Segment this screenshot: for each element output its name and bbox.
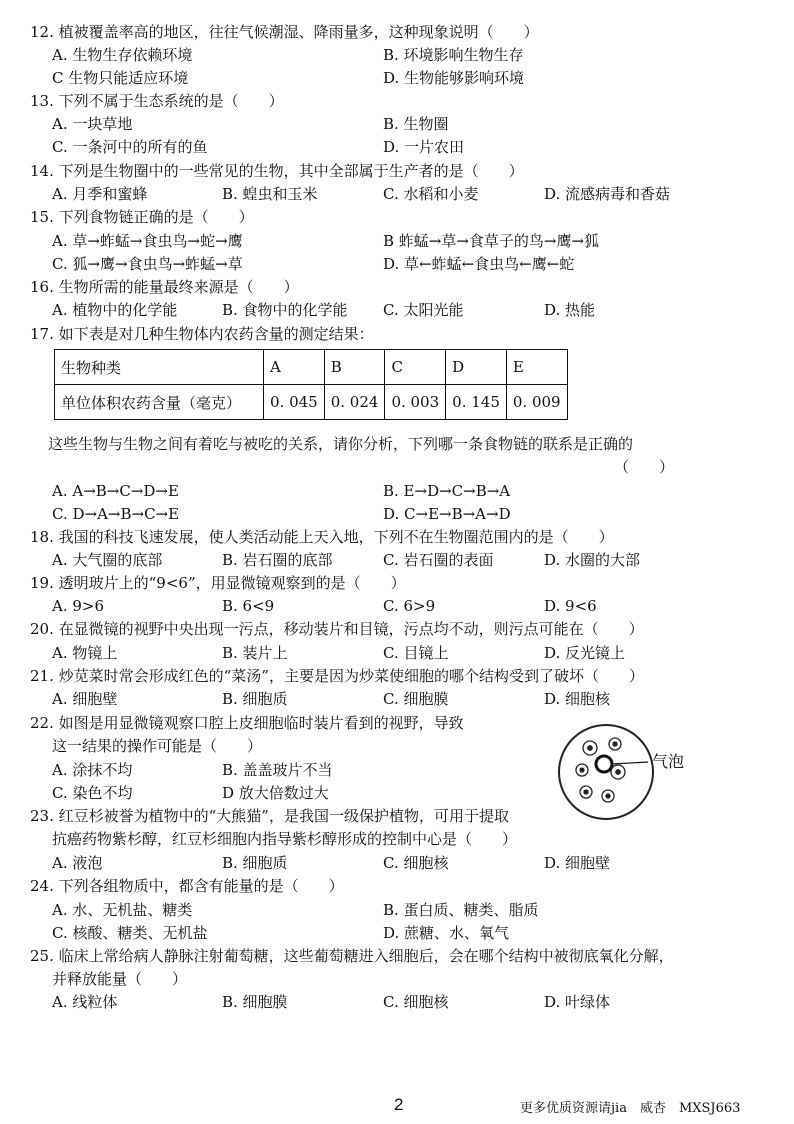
q24-stem: 24. 下列各组物质中，都含有能量的是（ ）: [30, 877, 344, 895]
q16-stem: 16. 生物所需的能量最终来源是（ ）: [30, 278, 299, 296]
q20-option-b: B. 装片上: [222, 644, 288, 662]
q12-stem: 12. 植被覆盖率高的地区，往往气候潮湿、降雨量多，这种现象说明（ ）: [30, 23, 539, 41]
table-cell: 0. 045: [264, 385, 325, 420]
q18-stem: 18. 我国的科技飞速发展，使人类活动能上天入地，下列不在生物圈范围内的是（ ）: [30, 528, 614, 546]
q23-option-c: C. 细胞核: [383, 854, 449, 872]
q15-option-a: A. 草→蚱蜢→食虫鸟→蛇→鹰: [52, 232, 243, 250]
q19-option-c: C. 6>9: [383, 597, 436, 615]
q17-option-c: C. D→A→B→C→E: [52, 505, 180, 523]
table-cell: 生物种类: [55, 350, 264, 385]
q20-stem: 20. 在显微镜的视野中央出现一污点，移动装片和目镜，污点均不动，则污点可能在（ ）: [30, 620, 644, 638]
q22-option-c: C. 染色不均: [52, 784, 133, 802]
q24-option-d: D. 蔗糖、水、氧气: [383, 924, 510, 942]
table-row: [55, 385, 568, 420]
q23-option-b: B. 细胞质: [222, 854, 288, 872]
table-cell: 0. 009: [506, 385, 567, 420]
q19-option-d: D. 9<6: [544, 597, 597, 615]
q16-option-a: A. 植物中的化学能: [52, 301, 178, 319]
q20-option-c: C. 目镜上: [383, 644, 449, 662]
q23-option-d: D. 细胞壁: [544, 854, 611, 872]
q24-option-c: C. 核酸、糖类、无机盐: [52, 924, 208, 942]
q21-stem: 21. 炒苋菜时常会形成红色的“菜汤”，主要是因为炒菜使细胞的哪个结构受到了破坏（ ）: [30, 667, 644, 685]
q14-option-d: D. 流感病毒和香菇: [544, 185, 671, 203]
q25-option-c: C. 细胞核: [383, 993, 449, 1011]
q22-option-d: D 放大倍数过大: [222, 784, 329, 802]
q25-option-a: A. 线粒体: [52, 993, 118, 1011]
q19-option-a: A. 9>6: [52, 597, 105, 615]
q21-option-b: B. 细胞质: [222, 690, 288, 708]
q16-option-b: B. 食物中的化学能: [222, 301, 348, 319]
q14-option-b: B. 蝗虫和玉米: [222, 185, 318, 203]
q19-stem: 19. 透明玻片上的“9<6”，用显微镜观察到的是（ ）: [30, 574, 406, 592]
table-cell: A: [264, 350, 325, 385]
table-cell: 单位体积农药含量（毫克）: [55, 385, 264, 420]
q18-option-a: A. 大气圈的底部: [52, 551, 163, 569]
q25-option-b: B. 细胞膜: [222, 993, 288, 1011]
bubble-icon: [596, 756, 612, 772]
q15-option-b: B 蚱蜢→草→食草子的鸟→鹰→狐: [383, 232, 600, 250]
q21-option-c: C. 细胞膜: [383, 690, 449, 708]
table-cell: 0. 145: [446, 385, 507, 420]
q23-stem: 23. 红豆杉被誉为植物中的“大熊猫”，是我国一级保护植物，可用于提取: [30, 807, 509, 825]
q14-stem: 14. 下列是生物圈中的一些常见的生物，其中全部属于生产者的是（ ）: [30, 162, 524, 180]
q22-stem-continued: 这一结果的操作可能是（ ）: [52, 737, 263, 755]
q25-stem-continued: 并释放能量（ ）: [52, 970, 188, 988]
q13-option-c: C. 一条河中的所有的鱼: [52, 138, 208, 156]
q14-option-c: C. 水稻和小麦: [383, 185, 479, 203]
q20-option-a: A. 物镜上: [52, 644, 118, 662]
q12-option-d: D. 生物能够影响环境: [383, 69, 525, 87]
q17-follow-text: 这些生物与生物之间有着吃与被吃的关系，请你分析，下列哪一条食物链的联系是正确的: [48, 435, 634, 453]
q16-option-d: D. 热能: [544, 301, 596, 319]
q23-option-a: A. 液泡: [52, 854, 103, 872]
microscope-field-figure: [558, 724, 654, 820]
q15-option-d: D. 草←蚱蜢←食虫鸟←鹰←蛇: [383, 255, 575, 273]
q22-option-a: A. 涂抹不均: [52, 761, 133, 779]
table-cell: E: [506, 350, 567, 385]
pesticide-table: [54, 349, 568, 420]
q18-option-c: C. 岩石圈的表面: [383, 551, 494, 569]
footer-note: 更多优质资源请jia 威杏 MXSJ663: [520, 1101, 741, 1116]
q13-option-a: A. 一块草地: [52, 115, 133, 133]
table-row: [55, 350, 568, 385]
bubble-label: 气泡: [652, 752, 685, 771]
q17-stem: 17. 如下表是对几种生物体内农药含量的测定结果：: [30, 325, 374, 343]
q24-option-a: A. 水、无机盐、糖类: [52, 901, 193, 919]
q21-option-a: A. 细胞壁: [52, 690, 118, 708]
q17-answer-paren: （ ）: [614, 458, 675, 476]
q13-option-b: B. 生物圈: [383, 115, 449, 133]
table-cell: 0. 003: [385, 385, 446, 420]
q13-option-d: D. 一片农田: [383, 138, 465, 156]
q22-stem: 22. 如图是用显微镜观察口腔上皮细胞临时装片看到的视野，导致: [30, 714, 464, 732]
q18-option-d: D. 水圈的大部: [544, 551, 641, 569]
table-cell: D: [446, 350, 507, 385]
q12-option-b: B. 环境影响生物生存: [383, 46, 524, 64]
q24-option-b: B. 蛋白质、糖类、脂质: [383, 901, 539, 919]
table-cell: 0. 024: [324, 385, 385, 420]
q23-stem-continued: 抗癌药物紫杉醇，红豆杉细胞内指导紫杉醇形成的控制中心是（ ）: [52, 830, 518, 848]
q15-stem: 15. 下列食物链正确的是（ ）: [30, 208, 254, 226]
q21-option-d: D. 细胞核: [544, 690, 611, 708]
page-number: 2: [394, 1095, 404, 1114]
q22-option-b: B. 盖盖玻片不当: [222, 761, 333, 779]
table-cell: C: [385, 350, 446, 385]
q19-option-b: B. 6<9: [222, 597, 275, 615]
q17-option-b: B. E→D→C→B→A: [383, 482, 511, 500]
q17-option-d: D. C→E→B→A→D: [383, 505, 511, 523]
q25-option-d: D. 叶绿体: [544, 993, 611, 1011]
q25-stem: 25. 临床上常给病人静脉注射葡萄糖，这些葡萄糖进入细胞后，会在哪个结构中被彻底氧化分解，: [30, 947, 674, 965]
q16-option-c: C. 太阳光能: [383, 301, 464, 319]
q13-stem: 13. 下列不属于生态系统的是（ ）: [30, 92, 284, 110]
q17-option-a: A. A→B→C→D→E: [52, 482, 179, 500]
table-cell: B: [324, 350, 385, 385]
q15-option-c: C. 狐→鹰→食虫鸟→蚱蜢→草: [52, 255, 243, 273]
cheek-cell-icon: [560, 726, 652, 818]
q20-option-d: D. 反光镜上: [544, 644, 626, 662]
q12-option-c: C 生物只能适应环境: [52, 69, 189, 87]
q18-option-b: B. 岩石圈的底部: [222, 551, 333, 569]
q14-option-a: A. 月季和蜜蜂: [52, 185, 148, 203]
q12-option-a: A. 生物生存依赖环境: [52, 46, 193, 64]
